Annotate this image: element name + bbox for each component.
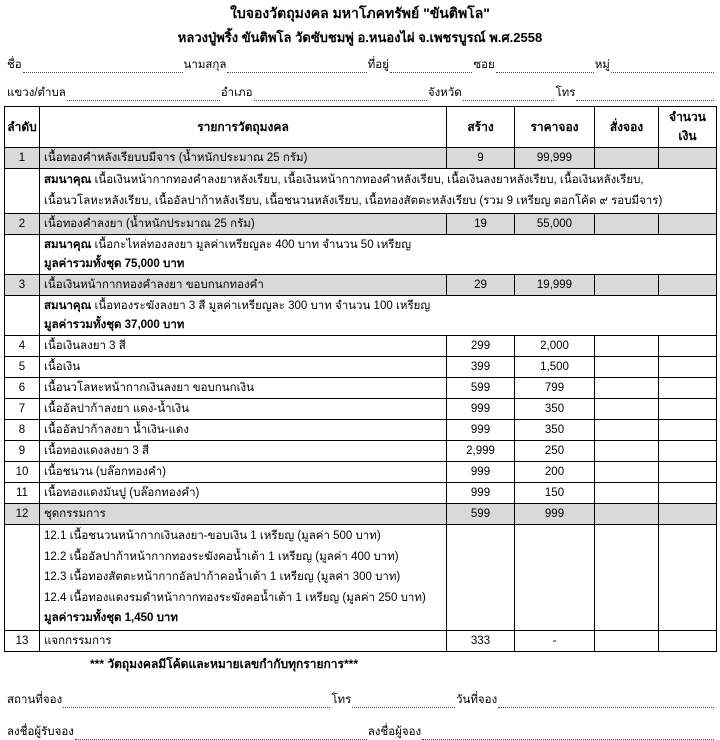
col-header-amount: จำนวนเงิน (659, 107, 717, 148)
row-made: 999 (447, 420, 515, 441)
subdistrict-label: แขวง/ตำบล (7, 87, 66, 99)
row-amount-cell (659, 420, 717, 441)
table-row-3-bonus (5, 296, 717, 336)
row-amount-cell (659, 214, 717, 235)
row-made: 19 (447, 214, 515, 235)
surname-fill-line (227, 60, 366, 73)
table-row-13 (5, 630, 717, 651)
row-amount-cell (659, 504, 717, 525)
table-row-1 (5, 148, 717, 169)
row-made: 999 (447, 483, 515, 504)
table-row-6 (5, 378, 717, 399)
bonus-prefix: สมนาคุณ (44, 300, 92, 312)
row-price: 999 (515, 504, 595, 525)
booker-sign-label: ลงชื่อผู้จอง (367, 725, 422, 738)
table-row-12 (5, 504, 717, 525)
row-no: 5 (5, 357, 40, 378)
row-no: 4 (5, 336, 40, 357)
col-header-made: สร้าง (447, 107, 515, 148)
row-item: เนื้อเงินหน้ากากทองคำลงยา ขอบกนกทองคำ (40, 275, 447, 296)
province-label: จังหวัด (427, 87, 462, 99)
row-item: เนื้อนวโลหะหน้ากากเงินลงยา ขอบกนกเงิน (40, 378, 447, 399)
booking-date-fill-line (498, 695, 714, 708)
row-amount-cell (659, 148, 717, 169)
row-no: 7 (5, 399, 40, 420)
row-no-empty (5, 296, 40, 336)
bonus-detail (40, 169, 717, 214)
form-line-signatures (6, 725, 714, 740)
row-item: แจกกรรมการ (40, 630, 447, 651)
form-line-booking (6, 693, 714, 708)
row-item: เนื้อทองคำหลังเรียบบมีจาร (น้ำหนักประมาณ 25 กรัม) (40, 148, 447, 169)
col-header-item: รายการวัตถุมงคล (40, 107, 447, 148)
order-table (4, 106, 717, 652)
surname-label: นามสกุล (183, 59, 227, 71)
name-label: ชื่อ (7, 59, 22, 71)
row-made: 299 (447, 336, 515, 357)
row-no: 13 (5, 630, 40, 651)
table-row-2 (5, 214, 717, 235)
row-order-cell (595, 214, 659, 235)
row-no: 11 (5, 483, 40, 504)
row-order-cell (595, 504, 659, 525)
phone-label: โทร (555, 87, 576, 99)
row-order-cell (595, 148, 659, 169)
row-item: เนื้อทองแดงลงยา 3 สี (40, 441, 447, 462)
row-amount-cell (659, 441, 717, 462)
address-label: ที่อยู่ (367, 59, 389, 71)
committee-subitem: 12.4 เนื้อทองแดงรมดำหน้ากากทองระฆังคอน้ำเต้า 1 เหรียญ (มูลค่า 250 บาท) (44, 591, 426, 604)
committee-set-total: มูลค่ารวมทั้งชุด 1,450 บาท (44, 612, 178, 624)
row-no: 12 (5, 504, 40, 525)
table-row-2-bonus (5, 235, 717, 275)
page-subtitle: หลวงปู่พริ้ง ขันติพโล วัดซับชมพู่ อ.หนองไผ่ จ.เพชรบูรณ์ พ.ศ.2558 (177, 30, 543, 45)
bonus-detail (40, 296, 717, 336)
row-price: 350 (515, 420, 595, 441)
row-item: เนื้อทองคำลงยา (น้ำหนักประมาณ 25 กรัม) (40, 214, 447, 235)
moo-fill-line (611, 60, 714, 73)
row-no: 2 (5, 214, 40, 235)
row-no: 1 (5, 148, 40, 169)
booker-sign-fill-line (422, 727, 714, 740)
booking-date-label: วันที่จอง (456, 693, 498, 706)
soi-label: ซอย (473, 59, 495, 71)
row-price: 200 (515, 462, 595, 483)
bonus-total: มูลค่ารวมทั้งชุด 37,000 บาท (44, 318, 185, 331)
row-price-cell (515, 525, 595, 631)
table-row-8 (5, 420, 717, 441)
moo-label: หมู่ (594, 59, 610, 71)
table-row-9 (5, 441, 717, 462)
bonus-prefix: สมนาคุณ (44, 174, 92, 186)
row-made: 333 (447, 630, 515, 651)
district-label: อำเภอ (220, 87, 253, 99)
row-item: เนื้ออัลปาก้าลงยา น้ำเงิน-แดง (40, 420, 447, 441)
row-made: 599 (447, 504, 515, 525)
row-amount-cell (659, 483, 717, 504)
col-header-order: สั่งจอง (595, 107, 659, 148)
row-price: 2,000 (515, 336, 595, 357)
row-made: 9 (447, 148, 515, 169)
page-title: ใบจองวัตถุมงคล มหาโภคทรัพย์ "ขันติพโล" (230, 5, 490, 21)
table-header-row (5, 107, 717, 148)
district-fill-line (254, 88, 427, 101)
committee-subitem: 12.2 เนื้ออัลปาก้าหน้ากากทองระฆังคอน้ำเต้า 1 เหรียญ (มูลค่า 400 บาท) (44, 550, 399, 563)
table-row-4 (5, 336, 717, 357)
bonus-prefix: สมนาคุณ (44, 239, 92, 251)
row-item: เนื้อเงินลงยา 3 สี (40, 336, 447, 357)
row-price: - (515, 630, 595, 651)
row-made-cell (447, 525, 515, 631)
row-made: 999 (447, 462, 515, 483)
bonus-text: เนื้อกะไหล่ทองลงยา มูลค่าเหรียญละ 400 บาท จำนวน 50 เหรียญ (94, 239, 412, 251)
phone-fill-line (576, 88, 714, 101)
table-row-1-bonus (5, 169, 717, 214)
row-order-cell (595, 483, 659, 504)
row-price: 350 (515, 399, 595, 420)
row-made: 999 (447, 399, 515, 420)
bonus-total: มูลค่ารวมทั้งชุด 75,000 บาท (44, 257, 185, 270)
address-fill-line (390, 60, 472, 73)
table-row-5 (5, 357, 717, 378)
row-no-empty (5, 235, 40, 275)
committee-subitem: 12.1 เนื้อชนวนหน้ากากเงินลงยา-ขอบเงิน 1 เหรียญ (มูลค่า 500 บาท) (44, 530, 381, 542)
row-amount-cell (659, 275, 717, 296)
booking-place-label: สถานที่จอง (7, 693, 63, 706)
row-order-cell (595, 399, 659, 420)
row-price: 99,999 (515, 148, 595, 169)
table-row-7 (5, 399, 717, 420)
col-header-price: ราคาจอง (515, 107, 595, 148)
row-made: 599 (447, 378, 515, 399)
committee-set-detail (40, 525, 447, 631)
row-amount-cell (659, 357, 717, 378)
bonus-text: เนื้อทองระฆังลงยา 3 สี มูลค่าเหรียญละ 300 บาท จำนวน 100 เหรียญ (94, 300, 431, 312)
booking-place-fill-line (63, 695, 330, 708)
row-item: ชุดกรรมการ (40, 504, 447, 525)
row-price: 1,500 (515, 357, 595, 378)
row-made: 399 (447, 357, 515, 378)
bonus-text: เนื้อเงินหน้ากากทองคำลงยาหลังเรียบ, เนื้อเงินหน้ากากทองคำหลังเรียบ, เนื้อเงินลงยาหลังเรียบ, เนื้อเงินหลังเรียบ, (94, 174, 644, 186)
row-amount-cell (659, 378, 717, 399)
bonus-text: เนื้อนวโลหะหลังเรียบ, เนื้ออัลปาก้าหลังเรียบ, เนื้อชนวนหลังเรียบ, เนื้อทองสัตตะหลังเรียบ (รวม 9 เหรียญ ตอกโค้ด ๙ รอบมีจาร) (44, 195, 663, 207)
code-note: *** วัตถุมงคลมีโค้ดและหมายเลขกำกับทุกรายการ*** (90, 656, 358, 671)
row-no: 3 (5, 275, 40, 296)
row-price: 55,000 (515, 214, 595, 235)
booking-phone-fill-line (352, 695, 455, 708)
row-price: 150 (515, 483, 595, 504)
row-amount-cell (659, 630, 717, 651)
row-no-empty (5, 169, 40, 214)
table-row-12-subitems (5, 525, 717, 631)
row-amount-cell (659, 525, 717, 631)
row-order-cell (595, 441, 659, 462)
row-order-cell (595, 357, 659, 378)
row-item: เนื้อชนวน (บล๊อกทองคำ) (40, 462, 447, 483)
row-amount-cell (659, 336, 717, 357)
row-item: เนื้ออัลปาก้าลงยา แดง-น้ำเงิน (40, 399, 447, 420)
receiver-sign-label: ลงชื่อผู้รับจอง (7, 725, 74, 738)
row-amount-cell (659, 399, 717, 420)
row-order-cell (595, 462, 659, 483)
row-price: 799 (515, 378, 595, 399)
booking-phone-label: โทร (331, 693, 352, 706)
col-header-no: ลำดับ (5, 107, 40, 148)
name-fill-line (23, 60, 183, 73)
row-item: เนื้อเงิน (40, 357, 447, 378)
row-amount-cell (659, 462, 717, 483)
row-item: เนื้อทองแดงมันปู (บล๊อกทองคำ) (40, 483, 447, 504)
row-no: 8 (5, 420, 40, 441)
table-row-10 (5, 462, 717, 483)
form-line-personal (6, 58, 714, 73)
row-made: 2,999 (447, 441, 515, 462)
form-line-location (6, 86, 714, 101)
row-order-cell (595, 525, 659, 631)
row-order-cell (595, 336, 659, 357)
receiver-sign-fill-line (75, 727, 367, 740)
bonus-detail (40, 235, 717, 275)
table-row-3 (5, 275, 717, 296)
province-fill-line (463, 88, 555, 101)
row-order-cell (595, 420, 659, 441)
row-no-empty (5, 525, 40, 631)
row-no: 9 (5, 441, 40, 462)
row-no: 6 (5, 378, 40, 399)
row-order-cell (595, 378, 659, 399)
committee-subitem: 12.3 เนื้อทองสัตตะหน้ากากอัลปาก้าคอน้ำเต้า 1 เหรียญ (มูลค่า 300 บาท) (44, 571, 401, 583)
table-row-11 (5, 483, 717, 504)
row-order-cell (595, 275, 659, 296)
row-no: 10 (5, 462, 40, 483)
row-price: 19,999 (515, 275, 595, 296)
row-price: 250 (515, 441, 595, 462)
row-made: 29 (447, 275, 515, 296)
row-order-cell (595, 630, 659, 651)
soi-fill-line (496, 60, 594, 73)
subdistrict-fill-line (67, 88, 220, 101)
